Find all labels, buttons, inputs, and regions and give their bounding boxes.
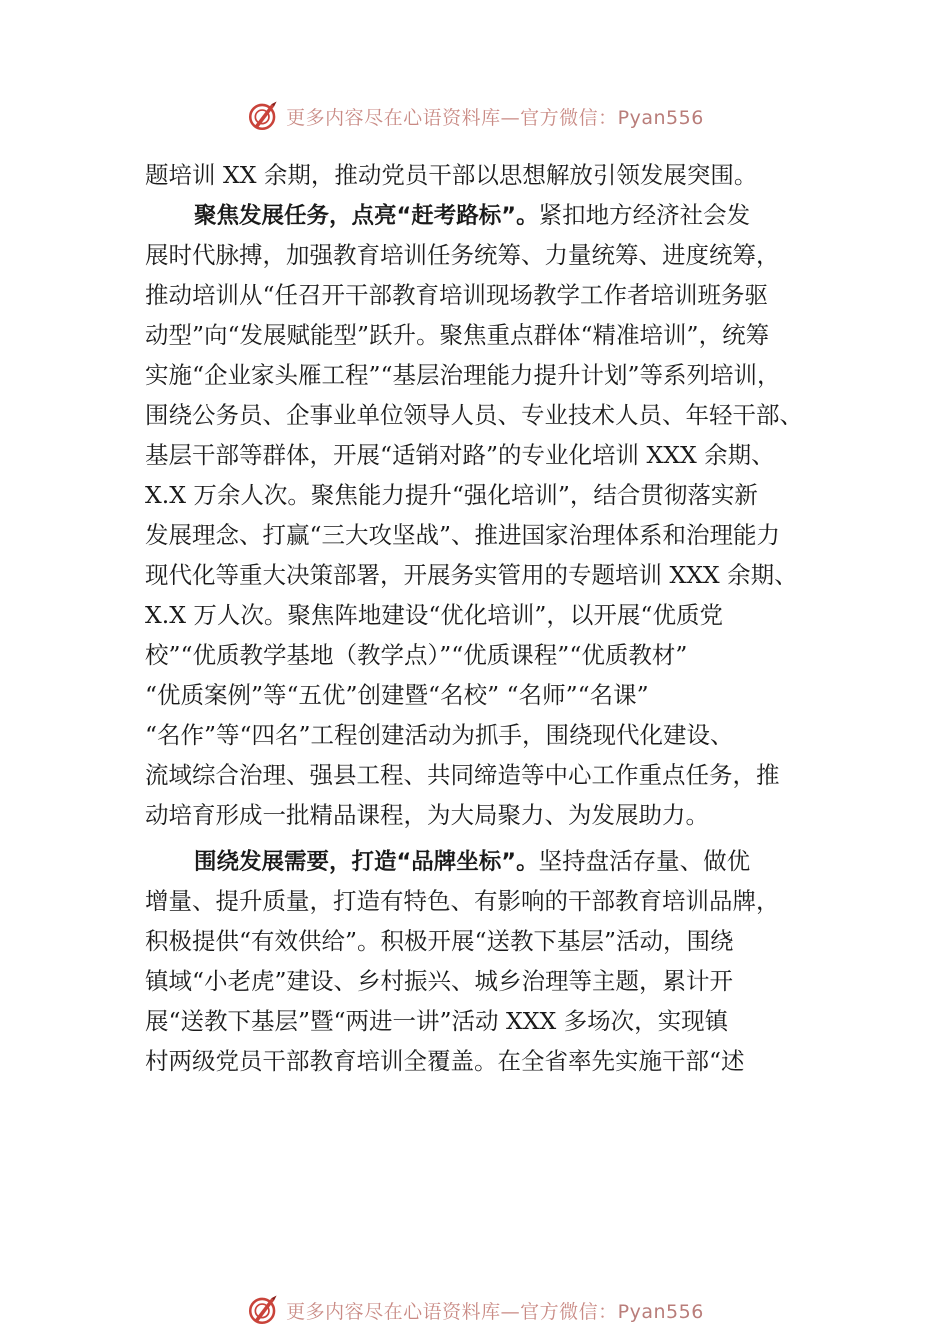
quill-seal-icon: [246, 99, 280, 133]
paragraph-1: [145, 155, 835, 195]
text-line: 增量、提升质量，打造有特色、有影响的干部教育培训品牌，: [145, 887, 780, 915]
text-line: 围绕公务员、企事业单位领导人员、专业技术人员、年轻干部、: [145, 401, 803, 429]
text-line: 展时代脉搏，加强教育培训任务统筹、力量统筹、进度统筹，: [145, 241, 780, 269]
text-line: 镇域“小老虎”建设、乡村振兴、城乡治理等主题，累计开: [145, 967, 734, 995]
paragraph-lead-heading: 围绕发展需要，打造“品牌坐标”。: [194, 849, 539, 875]
watermark-header: [0, 96, 950, 136]
paragraph-3: [145, 841, 835, 1081]
watermark-handle: Pyan556: [617, 1300, 704, 1323]
text-line: 推动培训从“任召开干部教育培训现场教学工作者培训班务驱: [145, 281, 769, 309]
text-line: “名作”等“四名”工程创建活动为抓手，围绕现代化建设、: [145, 721, 734, 749]
text-line: X.X 万余人次。聚焦能力提升“强化培训”，结合贯彻落实新: [145, 481, 758, 509]
quill-seal-icon: [246, 1293, 280, 1327]
text-line: [145, 841, 835, 881]
watermark-text: 更多内容尽在心语资料库—官方微信：Pyan556: [286, 1300, 704, 1323]
text-line: [145, 195, 835, 235]
text-line: 校”“优质教学基地（教学点）”“优质课程”“优质教材”: [145, 641, 688, 669]
text-line: “优质案例”等“五优”创建暨“名校” “名师”“名课”: [145, 681, 649, 709]
text-line: 基层干部等群体，开展“适销对路”的专业化培训 XXX 余期、: [145, 441, 775, 469]
watermark-handle: Pyan556: [617, 106, 704, 129]
paragraph-lead-heading: 聚焦发展任务，点亮“赶考路标”。: [194, 203, 539, 229]
text-line: X.X 万人次。聚焦阵地建设“优化培训”，以开展“优质党: [145, 601, 723, 629]
text-line: 流域综合治理、强县工程、共同缔造等中心工作重点任务，推: [145, 761, 780, 789]
document-body: [145, 155, 835, 1081]
text-line: 实施“企业家头雁工程”“基层治理能力提升计划”等系列培训，: [145, 361, 781, 389]
text-run: 紧扣地方经济社会发: [538, 201, 751, 229]
text-line: 展“送教下基层”暨“两进一讲”活动 XXX 多场次，实现镇: [145, 1007, 729, 1035]
text-line: 村两级党员干部教育培训全覆盖。在全省率先实施干部“述: [145, 1047, 745, 1075]
text-line: 积极提供“有效供给”。积极开展“送教下基层”活动，围绕: [145, 927, 734, 955]
text-line: 动型”向“发展赋能型”跃升。聚焦重点群体“精准培训”，统筹: [145, 321, 770, 349]
text-run: 坚持盘活存量、做优: [538, 847, 751, 875]
text-line: 题培训 XX 余期，推动党员干部以思想解放引领发展突围。: [145, 161, 758, 189]
watermark-text: 更多内容尽在心语资料库—官方微信：Pyan556: [286, 106, 704, 129]
text-line: 现代化等重大决策部署，开展务实管用的专题培训 XXX 余期、: [145, 561, 798, 589]
text-line: 动培育形成一批精品课程，为大局聚力、为发展助力。: [145, 801, 709, 829]
paragraph-2: [145, 195, 835, 835]
watermark-footer: [0, 1290, 950, 1330]
text-line: 发展理念、打赢“三大攻坚战”、推进国家治理体系和治理能力: [145, 521, 781, 549]
